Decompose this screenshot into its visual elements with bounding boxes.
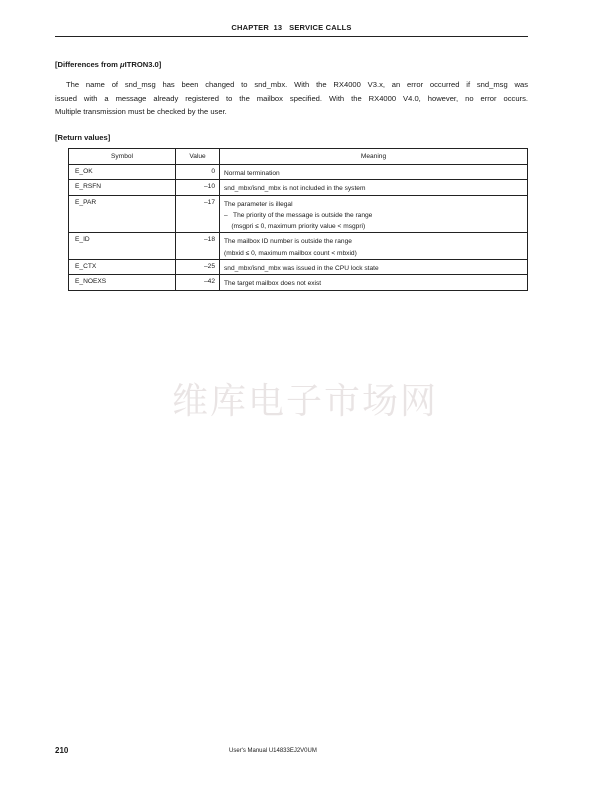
meaning-line: snd_mbx/isnd_mbx was issued in the CPU lock state (224, 265, 379, 273)
symbol-cell: E_CTX (69, 260, 176, 275)
header-rule (55, 36, 528, 37)
differences-heading (55, 60, 161, 69)
value-cell: –42 (176, 275, 220, 290)
symbol-cell: E_NOEXS (69, 275, 176, 290)
table-row (69, 233, 528, 260)
value-cell: –17 (176, 195, 220, 233)
meaning-cell (220, 233, 528, 260)
meaning-line: The mailbox ID number is outside the range (224, 238, 352, 246)
table-header-row (69, 149, 528, 165)
value-cell: 0 (176, 165, 220, 180)
meaning-line: – The priority of the message is outside the range (224, 211, 373, 219)
meaning-line: (msgpri ≤ 0, maximum priority value < msgpri) (224, 223, 366, 231)
meaning-line: (mbxid ≤ 0, maximum mailbox count < mbxid) (224, 249, 357, 257)
table-row (69, 165, 528, 180)
paragraph-line: The name of snd_msg has been changed to snd_mbx. With the RX4000 V3.x, an error occurred if snd_msg was (66, 80, 528, 89)
meaning-cell (220, 275, 528, 290)
column-header-symbol: Symbol (69, 149, 176, 165)
meaning-line: snd_mbx/isnd_mbx is not included in the system (224, 185, 366, 193)
differences-heading-rest: ITRON3.0] (124, 60, 162, 69)
mu-symbol: μ (120, 60, 125, 69)
differences-paragraph (55, 78, 528, 119)
symbol-cell: E_PAR (69, 195, 176, 233)
meaning-cell (220, 260, 528, 275)
symbol-cell: E_ID (69, 233, 176, 260)
paragraph-line: Multiple transmission must be checked by the user. (55, 107, 227, 116)
chapter-header: CHAPTER 13 SERVICE CALLS (231, 23, 352, 32)
meaning-cell (220, 180, 528, 195)
meaning-cell (220, 165, 528, 180)
paragraph-line: issued with a message already registered to the mailbox specified. With the RX4000 V4.0, however, no error occurs. (55, 93, 528, 103)
table-row (69, 195, 528, 233)
meaning-line: Normal termination (224, 170, 280, 177)
symbol-cell: E_RSFN (69, 180, 176, 195)
value-cell: –10 (176, 180, 220, 195)
column-header-meaning: Meaning (220, 149, 528, 165)
symbol-cell: E_OK (69, 165, 176, 180)
meaning-cell (220, 195, 528, 233)
meaning-line: The parameter is illegal (224, 200, 293, 208)
watermark: 维库电子市场网 (172, 381, 439, 422)
differences-heading-open: [Differences from (55, 60, 120, 69)
meaning-line: The target mailbox does not exist (224, 280, 322, 288)
page-number: 210 (55, 746, 69, 755)
table-row (69, 260, 528, 275)
return-values-table (68, 148, 528, 291)
column-header-value: Value (176, 149, 220, 165)
value-cell: –25 (176, 260, 220, 275)
return-values-heading: [Return values] (55, 133, 111, 142)
table-row (69, 275, 528, 290)
value-cell: –18 (176, 233, 220, 260)
manual-id: User's Manual U14833EJ2V0UM (229, 748, 317, 754)
table-row (69, 180, 528, 195)
